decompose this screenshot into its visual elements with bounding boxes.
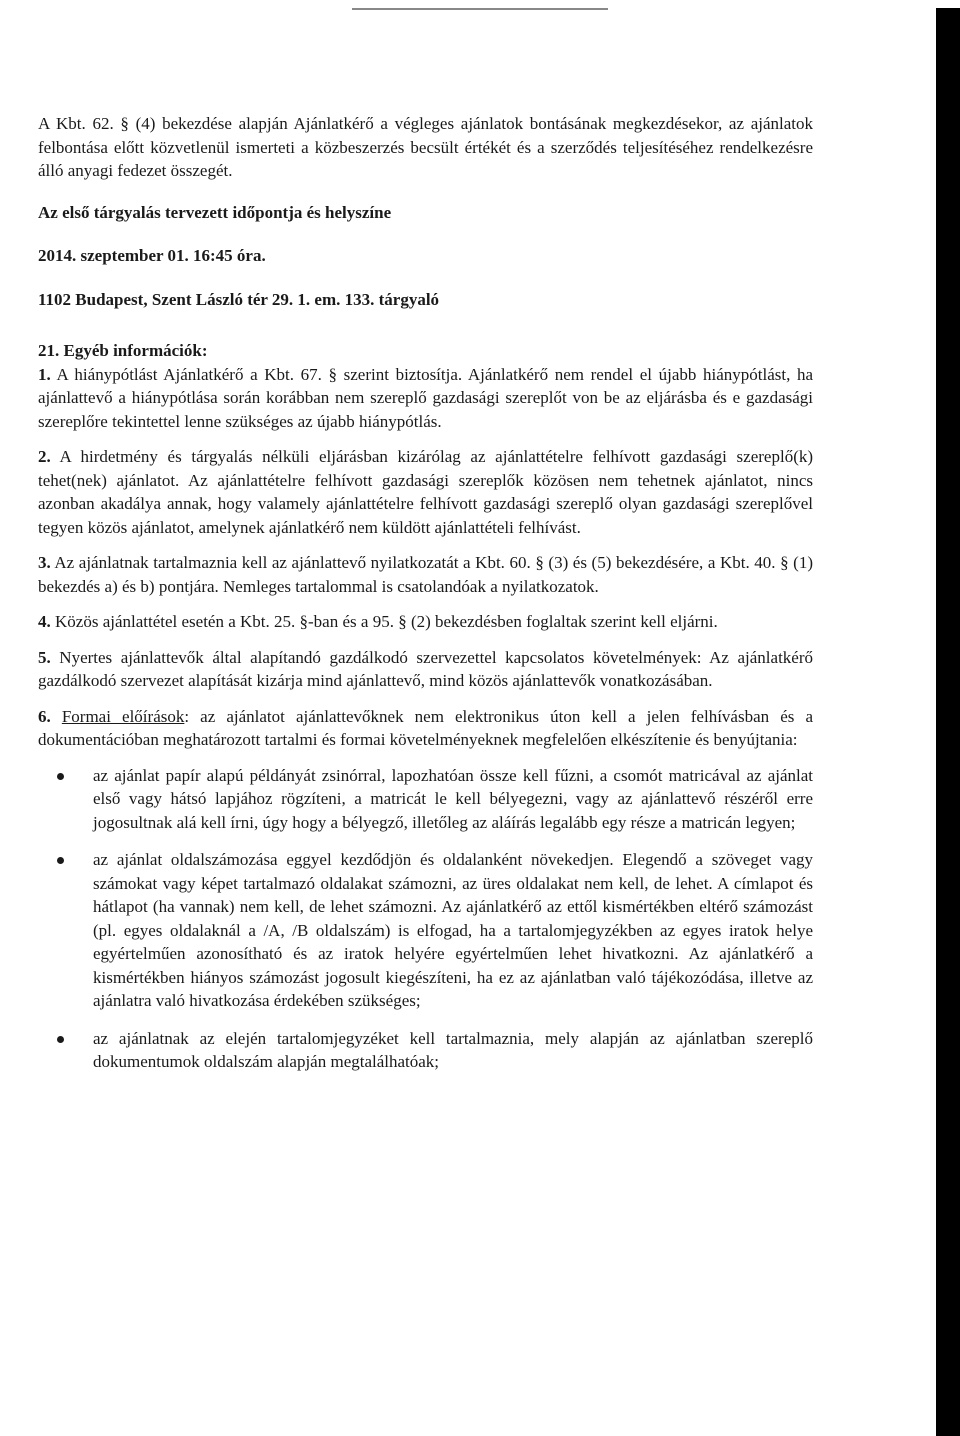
meeting-heading: Az első tárgyalás tervezett időpontja és helyszíne (38, 202, 392, 222)
bullet-icon (57, 1036, 64, 1043)
document-page (38, 112, 813, 1088)
list-item-2 (38, 445, 813, 539)
bullet-text: az ajánlatnak az elején tartalomjegyzéket kell tartalmaznia, mely alapján az ajánlatban szereplő dokumentumok oldalszám alapján megtalálhatóak; (93, 1028, 813, 1071)
meeting-date: 2014. szeptember 01. 16:45 óra. (38, 246, 266, 265)
list-item-1 (38, 363, 813, 434)
bullet-icon (57, 773, 64, 780)
bullet-item (38, 1027, 813, 1074)
item-text: A hiánypótlást Ajánlatkérő a Kbt. 67. § szerint biztosítja. Ajánlatkérő nem rendel el újabb hiánypótlást, ha ajánlattevő a hiánypótlása során korábban nem szereplő gazdasági szereplőt von be az eljárásba és e gazdasági szereplőre tekintettel lenne szükséges az újabb hiánypótlás. (38, 364, 814, 431)
item-text: A hirdetmény és tárgyalás nélküli eljárásban kizárólag az ajánlattételre felhívott gazdasági szereplő(k) tehet(nek) ajánlatot. Az ajánlattételre felhívott gazdasági szereplők közösen nem tehetnek ajánlatot, nincs azonban akadálya annak, hogy valamely ajánlattételre felhívott gazdasági szereplő olyan gazdasági szereplővel tegyen közös ajánlatot, amelynek ajánlatkérő nem küldött ajánlattételi felhívást. (38, 447, 814, 537)
item-number: 2. (38, 447, 51, 466)
scan-edge-bar (936, 8, 960, 1436)
item-text: Nyertes ajánlattevők által alapítandó gazdálkodó szervezettel kapcsolatos követelmények: Az ajánlatkérő gazdálkodó szervezet alapítását kizárja mind ajánlattevő, mind közös ajánlattevők vonatkozásában. (38, 647, 814, 690)
bullet-item (38, 848, 813, 1013)
item-text: : az ajánlatot ajánlattevőknek nem elektronikus úton kell a jelen felhívásban és a dokumentációban meghatározott tartalmi és formai követelményeknek megfelelően elkészítenie és benyújtania: (38, 706, 814, 749)
item-number: 1. (38, 364, 51, 384)
list-item-4 (38, 610, 813, 634)
item-text: Közös ajánlattétel esetén a Kbt. 25. §-ban és a 95. § (2) bekezdésben foglaltak szerint kell eljárni. (55, 612, 718, 631)
item-text: Az ajánlatnak tartalmaznia kell az ajánlattevő nyilatkozatát a Kbt. 60. § (3) és (5) bekezdésére, a Kbt. 40. § (1) bekezdés a) és b) pontjára. Nemleges tartalommal is csatolandóak a nyilatkozatok. (38, 553, 813, 596)
bullet-list (38, 764, 813, 1074)
list-item-6 (38, 705, 813, 752)
bullet-text: az ajánlat papír alapú példányát zsinórral, lapozhatóan össze kell fűzni, a csomót matricával az ajánlat első vagy hátsó lapjához rögzíteni, a matricát le kell bélyegezni, vagy az ajánlattevő részéről erre jogosultnak alá kell írni, úgy hogy a bélyegző, illetőleg az aláírás legalább egy része a matricán legyen; (93, 765, 813, 832)
list-item-3 (38, 551, 813, 598)
item-number: 4. (38, 612, 51, 631)
bullet-text: az ajánlat oldalszámozása eggyel kezdődjön és oldalanként növekedjen. Elegendő a szöveget vagy számokat vagy képet tartalmazó oldalakat számozni, az üres oldalakat nem kell, de lehet. A címlapot és hátlapot (ha vannak) nem kell, de lehet számozni. Az ajánlatkérő az ettől kismértékben eltérő számozást (pl. egyes oldalaknál a /A, /B oldalszám) is elfogad, ha a tartalomjegyzékben az egyes iratok helye egyértelműen azonosítható és az iratok helyére egyértelműen lehet hivatkozni. Az ajánlatkérő a kismértékben hiányos számozást jogosult kiegészíteni, ha ez az ajánlatban való tájékozódása, illetve az ajánlatra való hivatkozása érdekében szükséges; (93, 850, 813, 1010)
intro-paragraph: A Kbt. 62. § (4) bekezdése alapján Ajánlatkérő a végleges ajánlatok bontásának megkezdésekor, az ajánlatok felbontása előtt közvetlenül ismerteti a közbeszerzés becsült értékét és a szerződés teljesítéséhez rendelkezésre álló anyagi fedezet összegét. (38, 114, 813, 180)
list-item-5 (38, 646, 813, 693)
scan-top-line (352, 8, 608, 10)
item-number: 5. (38, 647, 51, 667)
section-heading: 21. Egyéb információk: (38, 341, 208, 360)
item-number: 3. (38, 553, 51, 572)
meeting-place: 1102 Budapest, Szent László tér 29. 1. em. 133. tárgyaló (38, 289, 440, 309)
bullet-icon (57, 857, 64, 864)
item-number: 6. (38, 706, 51, 726)
formal-requirements-label: Formai előírások (61, 706, 185, 726)
bullet-item (38, 764, 813, 835)
